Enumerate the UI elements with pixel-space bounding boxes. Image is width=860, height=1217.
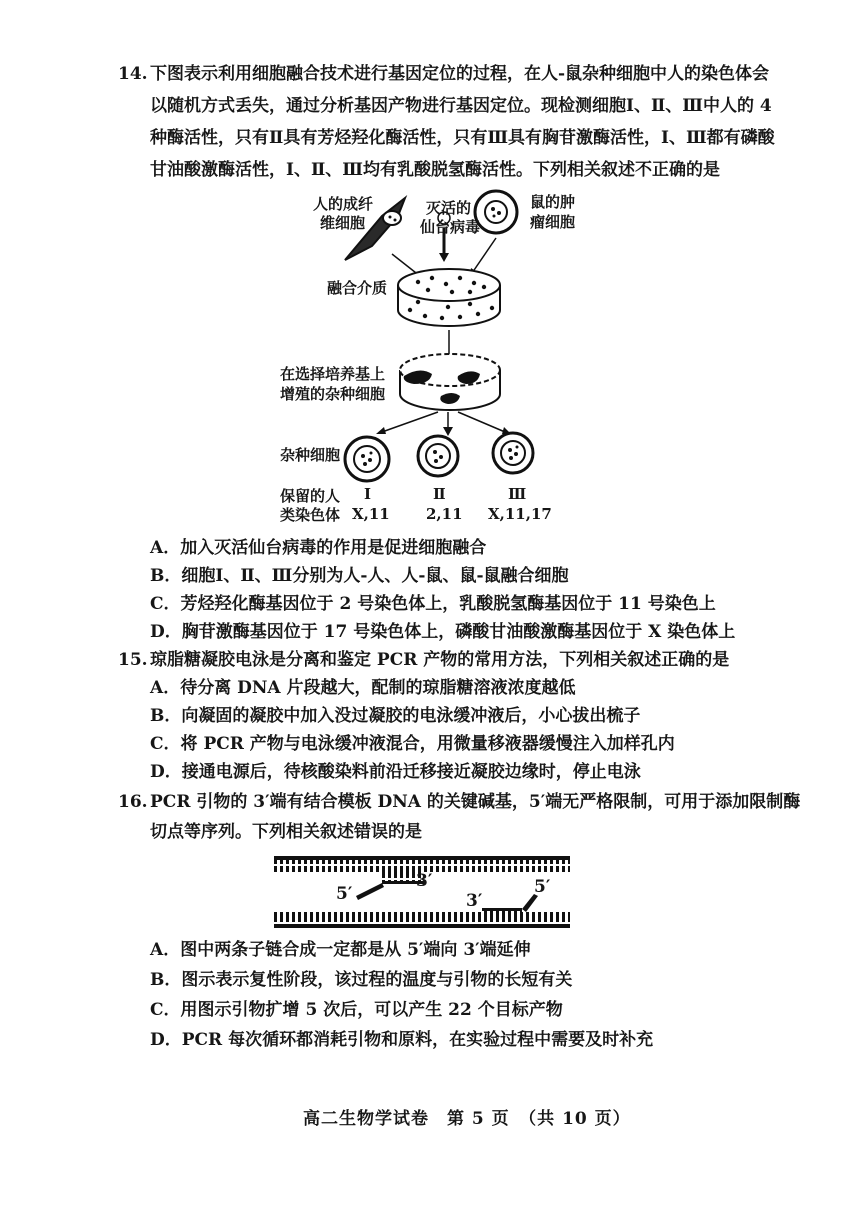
q14-option-c: C．芳烃羟化酶基因位于 2 号染色体上，乳酸脱氢酶基因位于 11 号染色上 (150, 594, 716, 614)
bottom-primer-3-prime-label: 3′ (466, 891, 483, 911)
retained-chromosome-label-1: 保留的人 (280, 487, 341, 505)
q15-number: 15. (118, 650, 148, 670)
top-template-strand (274, 856, 570, 860)
q16-stem-line-1: PCR 引物的 3′端有结合模板 DNA 的关键碱基，5′端无严格限制，可用于添加限制酶 (150, 792, 801, 812)
bottom-primer-5-prime-label: 5′ (534, 877, 551, 897)
human-cell-label-2: 维细胞 (320, 214, 366, 232)
cell-2-chromosomes: 2,11 (426, 505, 463, 523)
page-footer: 高二生物学试卷 第 5 页 （共 10 页） (303, 1109, 631, 1129)
q16-option-d: D．PCR 每次循环都消耗引物和原料，在实验过程中需要及时补充 (150, 1030, 654, 1050)
cell-1-chromosomes: X,11 (352, 505, 390, 523)
mouse-cell-label-1: 鼠的肿 (530, 193, 576, 211)
virus-label-2: 仙台病毒 (420, 218, 481, 236)
cell-1-roman: Ⅰ (364, 485, 372, 503)
human-cell-label-1: 人的成纤 (313, 195, 374, 213)
mouse-tumor-cell (475, 191, 517, 233)
hybrid-cell-label: 杂种细胞 (280, 446, 341, 464)
q14-option-b: B．细胞Ⅰ、Ⅱ、Ⅲ分别为人-人、人-鼠、鼠-鼠融合细胞 (150, 566, 569, 586)
q16-option-a: A．图中两条子链合成一定都是从 5′端向 3′端延伸 (150, 940, 531, 960)
q16-number: 16. (118, 792, 148, 812)
cell-2-roman: Ⅱ (433, 485, 446, 503)
hybrid-cell-3 (493, 433, 533, 473)
q16-option-c: C．用图示引物扩增 5 次后，可以产生 22 个目标产物 (150, 1000, 563, 1020)
q15-option-a: A．待分离 DNA 片段越大，配制的琼脂糖溶液浓度越低 (150, 678, 576, 698)
q14-option-a: A．加入灭活仙台病毒的作用是促进细胞融合 (150, 538, 487, 558)
q14-stem-line-2: 以随机方式丢失，通过分析基因产物进行基因定位。现检测细胞Ⅰ、Ⅱ、Ⅲ中人的 4 (150, 96, 772, 116)
q14-stem-line-1: 下图表示利用细胞融合技术进行基因定位的过程，在人-鼠杂种细胞中人的染色体会 (150, 64, 770, 84)
hybrid-cell-1 (345, 437, 389, 481)
fusion-medium-dish (398, 269, 500, 326)
q16-option-b: B．图示表示复性阶段，该过程的温度与引物的长短有关 (150, 970, 573, 990)
top-primer-3-prime-label: 3′ (416, 871, 433, 891)
q15-option-b: B．向凝固的凝胶中加入没过凝胶的电泳缓冲液后，小心拔出梳子 (150, 706, 641, 726)
bottom-template-strand (274, 924, 570, 928)
q15-option-d: D．接通电源后，待核酸染料前沿迁移接近凝胶边缘时，停止电泳 (150, 762, 641, 782)
cell-3-chromosomes: X,11,17 (488, 505, 552, 523)
q15-option-c: C．将 PCR 产物与电泳缓冲液混合，用微量移液器缓慢注入加样孔内 (150, 734, 675, 754)
mouse-cell-label-2: 瘤细胞 (530, 213, 576, 231)
selection-medium-dish (400, 354, 500, 410)
selection-label-2: 增殖的杂种细胞 (280, 385, 386, 403)
selection-label-1: 在选择培养基上 (280, 365, 386, 383)
pcr-annealing-diagram (272, 852, 572, 932)
q14-number: 14. (118, 64, 148, 84)
retained-chromosome-label-2: 类染色体 (280, 506, 341, 524)
q14-option-d: D．胸苷激酶基因位于 17 号染色体上，磷酸甘油酸激酶基因位于 X 染色体上 (150, 622, 736, 642)
q14-stem-line-4: 甘油酸激酶活性，Ⅰ、Ⅱ、Ⅲ均有乳酸脱氢酶活性。下列相关叙述不正确的是 (150, 160, 720, 180)
fusion-medium-label: 融合介质 (327, 279, 388, 297)
top-primer-5-prime-label: 5′ (336, 884, 353, 904)
cell-3-roman: Ⅲ (508, 485, 527, 503)
top-primer (356, 872, 424, 900)
virus-label-1: 灭活的 (426, 199, 472, 217)
q16-stem-line-2: 切点等序列。下列相关叙述错误的是 (150, 822, 422, 842)
hybrid-cell-2 (418, 436, 458, 476)
q15-stem: 琼脂糖凝胶电泳是分离和鉴定 PCR 产物的常用方法，下列相关叙述正确的是 (150, 650, 730, 670)
q14-stem-line-3: 种酶活性，只有Ⅱ具有芳烃羟化酶活性，只有Ⅲ具有胸苷激酶活性，Ⅰ、Ⅲ都有磷酸 (150, 128, 775, 148)
